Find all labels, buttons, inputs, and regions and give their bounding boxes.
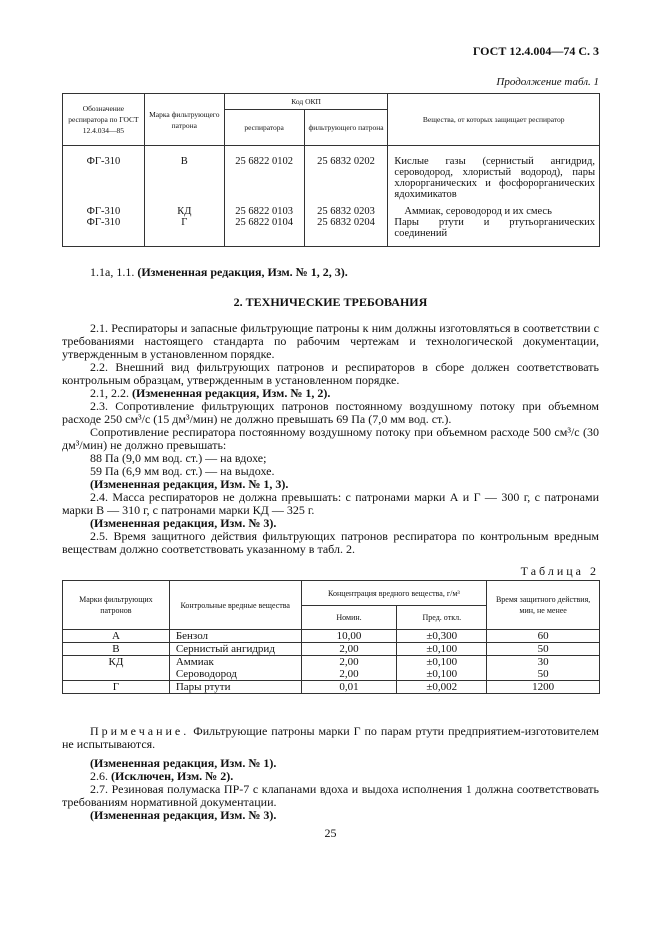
table-2-note — [62, 725, 599, 751]
table-cell: 30 — [487, 656, 600, 669]
table-cell: 60 — [487, 630, 600, 643]
note-bold: (Измененная редакция, Изм. № 1, 2). — [132, 386, 331, 400]
amendment-note-2-3: (Измененная редакция, Изм. № 1, 3). — [90, 477, 289, 491]
paragraph-2-3-b: Сопротивление респиратора постоянному воздушному потоку при объемном расходе 500 см³/с (30 дм³/мин) не должно превышать: — [62, 425, 599, 452]
table-cell: В — [144, 146, 224, 206]
table-cell: Пары ртути и ртутьорганических соединений — [388, 217, 600, 247]
t1-head-mark: Марка фильтрующего патрона — [144, 94, 224, 146]
t2-head-substance: Контрольные вредные вещества — [169, 581, 301, 630]
table-cell: А — [63, 630, 170, 643]
table-cell: 25 6832 0202 — [304, 146, 388, 206]
amendment-note-table-2: (Измененная редакция, Изм. № 1). — [90, 756, 277, 770]
amendment-note-2-7: (Измененная редакция, Изм. № 3). — [90, 808, 277, 822]
paragraph-2-7: 2.7. Резиновая полумаска ПР-7 с клапанами вдоха и выдоха исполнения 1 должна соответствовать требованиям нормативной документации. — [62, 782, 599, 809]
note-prefix: 2.6. — [90, 769, 111, 783]
table-cell: 1200 — [487, 681, 600, 694]
table-cell: Сернистый ангидрид — [169, 643, 301, 656]
section-title: 2. ТЕХНИЧЕСКИЕ ТРЕБОВАНИЯ — [233, 295, 428, 309]
paragraph-2-3: 2.3. Сопротивление фильтрующих патронов постоянному воздушному потоку при объемном расходе 250 см³/с (15 дм³/мин) не должно превышать 69 Па (7,0 мм вод. ст.). — [62, 399, 599, 426]
table-cell: 50 — [487, 643, 600, 656]
table-2 — [62, 580, 600, 694]
table-2-label: Таблица 2 — [520, 564, 599, 578]
table-cell: Аммиак — [169, 656, 301, 669]
table-cell: Аммиак, сероводород и их смесь — [388, 206, 600, 217]
page-number: 25 — [324, 826, 337, 840]
paragraph-2-1: 2.1. Респираторы и запасные фильтрующие патроны к ним должны изготовляться в соответствии с требованиями настоящего стандарта по рабочим чертежам и технологической документации, утвержденным в установленном порядке. — [62, 321, 599, 361]
note-prefix: 1.1а, 1.1. — [90, 265, 138, 279]
t2-head-nomin: Номин. — [301, 606, 397, 630]
table-cell: ±0,100 — [397, 643, 487, 656]
table-cell: 2,00 — [301, 668, 397, 681]
table-cell: Г — [144, 217, 224, 247]
amendment-note-1-1 — [62, 266, 599, 279]
table-1 — [62, 93, 600, 247]
paragraph-2-3-c: 88 Па (9,0 мм вод. ст.) — на вдохе; — [90, 451, 267, 465]
t1-head-okp-resp: респиратора — [224, 110, 304, 146]
t2-head-pred: Пред. откл. — [397, 606, 487, 630]
table-cell: 25 6832 0204 — [304, 217, 388, 247]
table-cell: 25 6832 0203 — [304, 206, 388, 217]
table-cell: Сероводород — [169, 668, 301, 681]
table-cell: Пары ртути — [169, 681, 301, 694]
note-text: Фильтрующие патроны марки Г по парам ртути предприятием-изготовителем не испытываются. — [62, 724, 599, 751]
paragraph-2-2: 2.2. Внешний вид фильтрующих патронов и респираторов в сборе должен соответствовать контрольным образцам, утвержденным в установленном порядке. — [62, 360, 599, 387]
table-cell: ±0,100 — [397, 656, 487, 669]
note-bold: (Измененная редакция, Изм. № 1, 2, 3). — [137, 265, 348, 279]
table-cell: Кислые газы (сернистый ангидрид, сероводород, хлористый водород), пары хлорорганических и фосфорорганических ядохимикатов — [388, 146, 600, 206]
table-cell: Г — [63, 681, 170, 694]
table-cell: 50 — [487, 668, 600, 681]
t2-head-time: Время защитного действия, мин, не менее — [487, 581, 600, 630]
table-cell: 25 6822 0102 — [224, 146, 304, 206]
table-cell: КД — [144, 206, 224, 217]
table-cell: ФГ-310 — [63, 217, 145, 247]
t1-head-okp-filter: фильтрующего патрона — [304, 110, 388, 146]
paragraph-2-3-d: 59 Па (6,9 мм вод. ст.) — на выдохе. — [90, 464, 275, 478]
table-cell: Бензол — [169, 630, 301, 643]
t1-head-okp: Код ОКП — [224, 94, 388, 110]
paragraph-2-4: 2.4. Масса респираторов не должна превышать: с патронами марки А и Г — 300 г, с патронами марки В — 310 г, с патронами марки КД — 325 г. — [62, 490, 599, 517]
t2-head-conc: Концентрация вредного вещества, г/м³ — [301, 581, 487, 606]
t1-head-designation: Обозначение респиратора по ГОСТ 12.4.034—85 — [63, 94, 145, 146]
table-cell: КД — [63, 656, 170, 669]
table-cell: 0,01 — [301, 681, 397, 694]
page-header-code: ГОСТ 12.4.004—74 С. 3 — [472, 44, 599, 58]
paragraph-2-5: 2.5. Время защитного действия фильтрующих патронов респиратора по контрольным вредным веществам должно соответствовать указанному в табл. 2. — [62, 529, 599, 556]
table-cell: ±0,002 — [397, 681, 487, 694]
amendment-note-2-4: (Измененная редакция, Изм. № 3). — [90, 516, 277, 530]
table-cell: 2,00 — [301, 656, 397, 669]
table-cell: ±0,100 — [397, 668, 487, 681]
table-cell: 10,00 — [301, 630, 397, 643]
table-cell: ФГ-310 — [63, 206, 145, 217]
note-label: Примечание. — [90, 724, 190, 738]
table-cell: ФГ-310 — [63, 146, 145, 206]
note-bold: (Исключен, Изм. № 2). — [111, 769, 234, 783]
table-cell: В — [63, 643, 170, 656]
table-cell — [63, 668, 170, 681]
t2-head-mark: Марки фильтрующих патронов — [63, 581, 170, 630]
table-cell: 2,00 — [301, 643, 397, 656]
note-prefix: 2.1, 2.2. — [90, 386, 132, 400]
table-cell: 25 6822 0104 — [224, 217, 304, 247]
table-cell: ±0,300 — [397, 630, 487, 643]
t1-head-substances: Вещества, от которых защищает респиратор — [388, 94, 600, 146]
table-cell: 25 6822 0103 — [224, 206, 304, 217]
table-continuation-label: Продолжение табл. 1 — [496, 76, 599, 88]
